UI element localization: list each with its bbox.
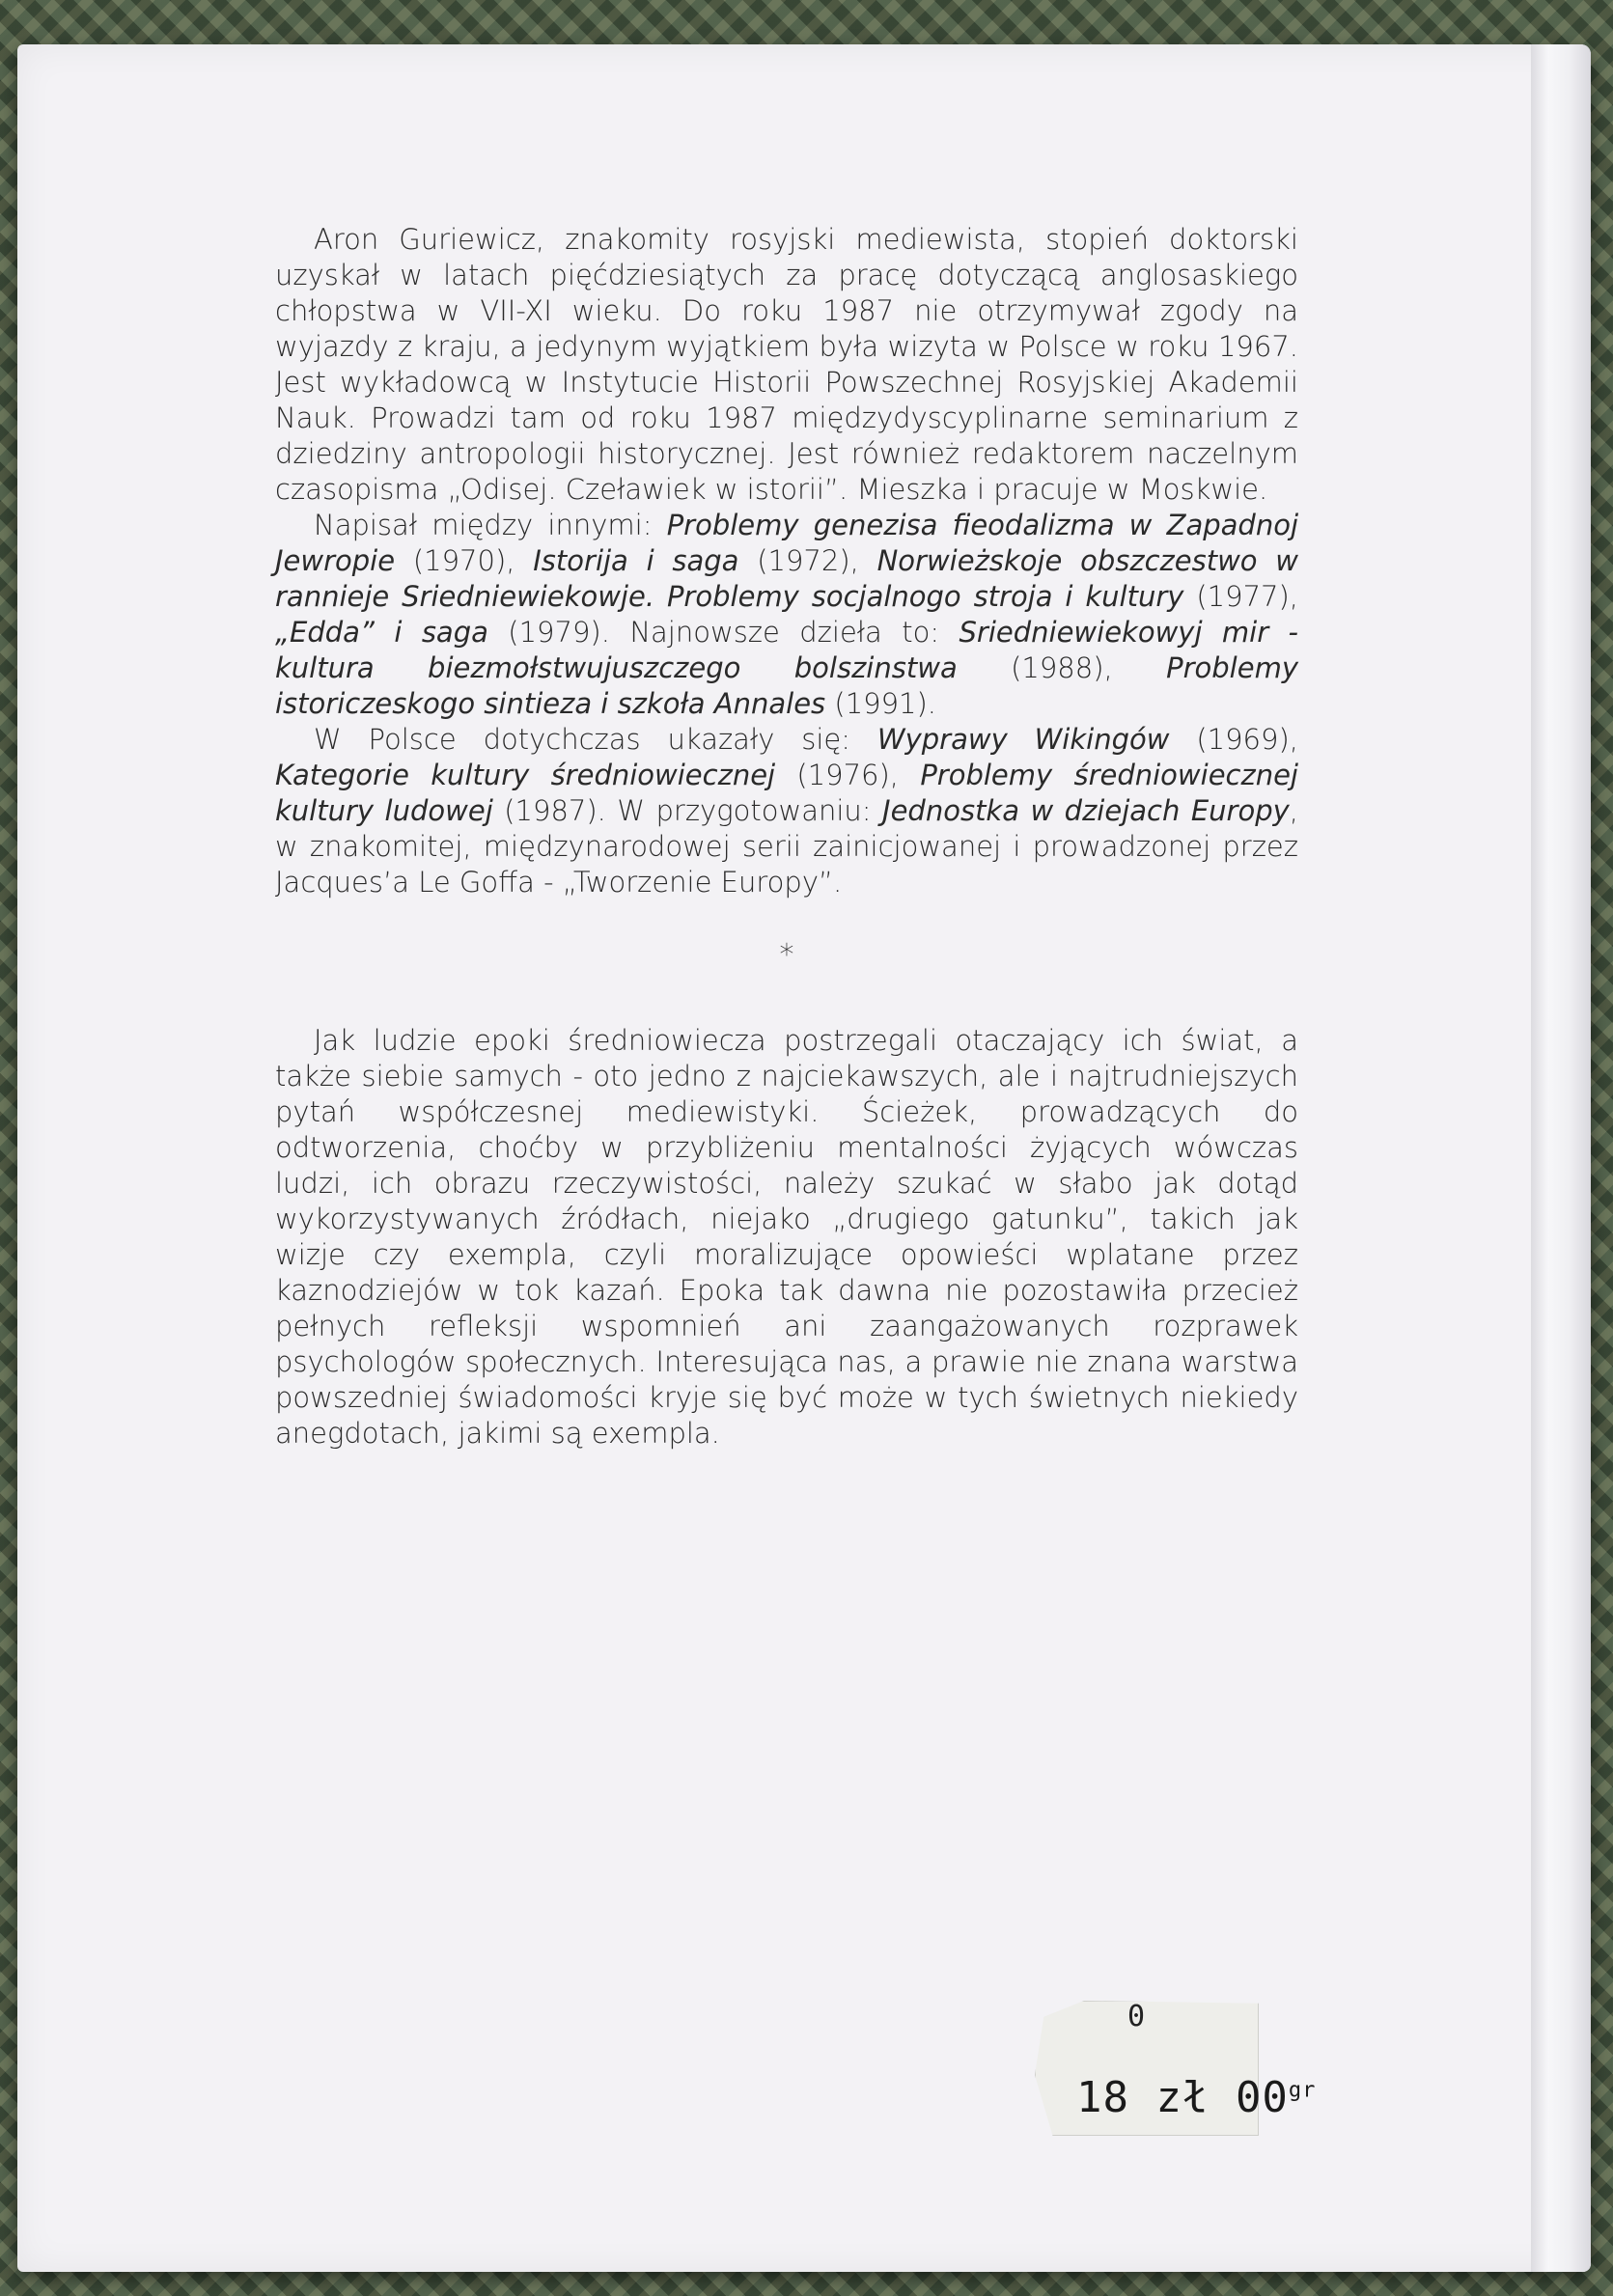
text-run: (1979). Najnowsze dzieła to: — [487, 616, 959, 649]
book-title: Problemy istoriczeskogo sintieza i szkoła Annales — [275, 651, 1298, 720]
book-description-paragraph: Jak ludzie epoki średniowiecza postrzegali otaczający ich świat, a także siebie samych - oto jedno z najciekawszych, ale i najtrudniejszych pytań współczesnej mediewistyki. Ścieżek, prowadzących do odtworzenia, choćby w przybliżeniu mentalności żyjących wówczas ludzi, ich obrazu rzeczywistości, należy szukać w słabo jak dotąd wykorzystywanych źródłach, niejako „drugiego gatunku”, takich jak wizje czy exempla, czyli moralizujące opowieści wplatane przez kaznodziejów w tok kazań. Epoka tak dawna nie pozostawiła przecież pełnych refleksji wspomnień ani zaangażowanych rozprawek psychologów społecznych. Interesująca nas, a prawie nie znana warstwa powszedniej świadomości kryje się być może w tych świetnych niekiedy anegdotach, jakimi są exempla. — [275, 1024, 1298, 1450]
author-works-paragraph — [275, 508, 1298, 722]
price-sticker-price — [1076, 2073, 1316, 2122]
book-title: Kategorie kultury średniowiecznej — [275, 759, 776, 791]
book-spine — [1531, 44, 1591, 2272]
book-title: Jednostka w dziejach Europy — [882, 794, 1290, 827]
text-run: (1972), — [738, 544, 877, 577]
book-title: Sriedniewiekowyj mir - kultura biezmołstwujuszczego bolszinstwa — [275, 616, 1299, 684]
price-suffix: gr — [1288, 2078, 1317, 2103]
polish-editions-paragraph — [275, 722, 1298, 900]
book-title: „Edda” i saga — [275, 616, 488, 649]
text-run: (1988), — [957, 651, 1167, 684]
book-title: Norwieżskoje obszczestwo w rannieje Sriedniewiekowje. Problemy socjalnogo stroja i kultury — [275, 544, 1298, 613]
book-title: Wyprawy Wikingów — [876, 723, 1170, 756]
text-run: Napisał między innymi: — [314, 509, 667, 541]
book-title: Problemy średniowiecznej kultury ludowej — [275, 759, 1298, 827]
text-run: W Polsce dotychczas ukazały się: — [314, 723, 877, 756]
text-run: (1991). — [825, 687, 937, 720]
section-separator: * — [779, 938, 794, 972]
book-title: Istorija i saga — [533, 544, 739, 577]
price-value: 18 zł 00 — [1076, 2073, 1289, 2122]
price-sticker-code: 0 — [1127, 2000, 1146, 2033]
text-run: (1969), — [1169, 723, 1298, 756]
author-bio-paragraph: Aron Guriewicz, znakomity rosyjski mediewista, stopień doktorski uzyskał w latach pięćdziesiątych za pracę dotyczącą anglosaskiego chłopstwa w VII-XI wieku. Do roku 1987 nie otrzymywał zgody na wyjazdy z kraju, a jedynym wyjątkiem była wizyta w Polsce w roku 1967. Jest wykładowcą w Instytucie Historii Powszechnej Rosyjskiej Akademii Nauk. Prowadzi tam od roku 1987 międzydyscyplinarne seminarium z dziedziny antropologii historycznej. Jest również redaktorem naczelnym czasopisma „Odisej. Czeławiek w istorii”. Mieszka i pracuje w Moskwie. — [275, 223, 1298, 506]
text-run: (1970), — [395, 544, 534, 577]
text-run: (1976), — [775, 759, 921, 791]
cover-text — [275, 222, 1298, 1452]
text-run: (1987). W przygotowaniu: — [492, 794, 883, 827]
book-title: Problemy genezisa fieodalizma w Zapadnoj Jewropie — [275, 509, 1299, 577]
text-run: (1977), — [1183, 580, 1298, 613]
text-run: , w znakomitej, międzynarodowej serii zainicjowanej i prowadzonej przez Jacques’a Le Goffa - „Tworzenie Europy”. — [275, 794, 1298, 899]
